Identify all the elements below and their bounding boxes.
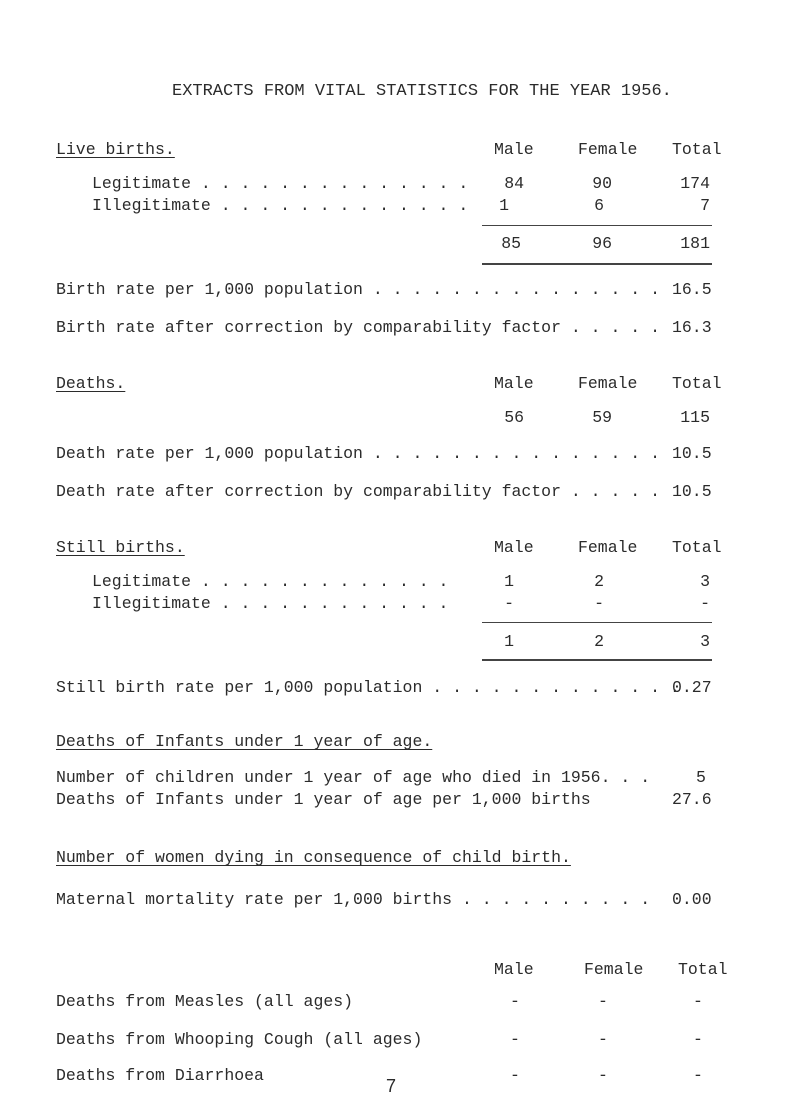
live-births-female-header: Female bbox=[578, 140, 638, 159]
still-births-total-female: 2 bbox=[594, 632, 604, 651]
live-births-total-female: 96 bbox=[592, 234, 612, 253]
infants-rate-label: Deaths of Infants under 1 year of age per 1,000 births bbox=[56, 790, 591, 809]
whooping-cough-female: - bbox=[598, 1030, 608, 1049]
live-births-illegitimate-female: 6 bbox=[594, 196, 604, 215]
still-births-illegitimate-label: Illegitimate . . . . . . . . . . . . bbox=[92, 594, 449, 613]
birth-rate-corrected-label: Birth rate after correction by comparability factor . . . . . bbox=[56, 318, 660, 337]
birth-rate-corrected-value: 16.3 bbox=[672, 318, 712, 337]
live-births-illegitimate-male: 1 bbox=[499, 196, 509, 215]
death-rate-corrected-label: Death rate after correction by comparability factor . . . . . bbox=[56, 482, 660, 501]
live-births-legitimate-total: 174 bbox=[680, 174, 710, 193]
maternal-rate-value: 0.00 bbox=[672, 890, 712, 909]
death-rate-corrected-value: 10.5 bbox=[672, 482, 712, 501]
still-births-legitimate-female: 2 bbox=[594, 572, 604, 591]
maternal-heading: Number of women dying in consequence of child birth. bbox=[56, 848, 571, 867]
infants-number-label: Number of children under 1 year of age who died in 1956. . . bbox=[56, 768, 651, 787]
live-births-total-total: 181 bbox=[680, 234, 710, 253]
live-births-legitimate-female: 90 bbox=[592, 174, 612, 193]
whooping-cough-total: - bbox=[693, 1030, 703, 1049]
still-births-illegitimate-male: - bbox=[504, 594, 514, 613]
infants-heading: Deaths of Infants under 1 year of age. bbox=[56, 732, 433, 751]
maternal-rate-label: Maternal mortality rate per 1,000 births . . . . . . . . . . bbox=[56, 890, 651, 909]
diarrhoea-label: Deaths from Diarrhoea bbox=[56, 1066, 264, 1085]
still-births-illegitimate-total: - bbox=[700, 594, 710, 613]
still-births-total-total: 3 bbox=[700, 632, 710, 651]
diarrhoea-female: - bbox=[598, 1066, 608, 1085]
live-births-legitimate-label: Legitimate . . . . . . . . . . . . . . bbox=[92, 174, 469, 193]
still-births-illegitimate-female: - bbox=[594, 594, 604, 613]
still-births-divider-bottom bbox=[482, 659, 712, 661]
deaths-total-header: Total bbox=[672, 374, 722, 393]
still-births-heading: Still births. bbox=[56, 538, 185, 557]
page-number: 7 bbox=[386, 1076, 397, 1096]
death-rate-label: Death rate per 1,000 population . . . . . . . . . . . . . . . bbox=[56, 444, 660, 463]
live-births-legitimate-male: 84 bbox=[504, 174, 524, 193]
measles-label: Deaths from Measles (all ages) bbox=[56, 992, 354, 1011]
still-birth-rate-label: Still birth rate per 1,000 population . . . . . . . . . . . . . bbox=[56, 678, 680, 697]
still-births-divider-top bbox=[482, 622, 712, 623]
still-birth-rate-value: 0.27 bbox=[672, 678, 712, 697]
live-births-divider-bottom bbox=[482, 263, 712, 265]
deaths-male: 56 bbox=[504, 408, 524, 427]
still-births-female-header: Female bbox=[578, 538, 638, 557]
still-births-legitimate-total: 3 bbox=[700, 572, 710, 591]
live-births-total-header: Total bbox=[672, 140, 722, 159]
measles-total: - bbox=[693, 992, 703, 1011]
deaths-heading: Deaths. bbox=[56, 374, 126, 393]
death-rate-value: 10.5 bbox=[672, 444, 712, 463]
diarrhoea-total: - bbox=[693, 1066, 703, 1085]
birth-rate-label: Birth rate per 1,000 population . . . . . . . . . . . . . . . bbox=[56, 280, 660, 299]
live-births-illegitimate-total: 7 bbox=[700, 196, 710, 215]
still-births-male-header: Male bbox=[494, 538, 534, 557]
birth-rate-value: 16.5 bbox=[672, 280, 712, 299]
still-births-legitimate-male: 1 bbox=[504, 572, 514, 591]
live-births-heading: Live births. bbox=[56, 140, 175, 159]
diseases-male-header: Male bbox=[494, 960, 534, 979]
still-births-legitimate-label: Legitimate . . . . . . . . . . . . . bbox=[92, 572, 449, 591]
infants-number-value: 5 bbox=[696, 768, 706, 787]
deaths-male-header: Male bbox=[494, 374, 534, 393]
live-births-divider-top bbox=[482, 225, 712, 226]
deaths-total: 115 bbox=[680, 408, 710, 427]
infants-rate-value: 27.6 bbox=[672, 790, 712, 809]
deaths-female-header: Female bbox=[578, 374, 638, 393]
whooping-cough-male: - bbox=[510, 1030, 520, 1049]
live-births-total-male: 85 bbox=[501, 234, 521, 253]
live-births-male-header: Male bbox=[494, 140, 534, 159]
still-births-total-male: 1 bbox=[504, 632, 514, 651]
diseases-total-header: Total bbox=[678, 960, 728, 979]
measles-female: - bbox=[598, 992, 608, 1011]
deaths-female: 59 bbox=[592, 408, 612, 427]
live-births-illegitimate-label: Illegitimate . . . . . . . . . . . . . bbox=[92, 196, 469, 215]
page-title: EXTRACTS FROM VITAL STATISTICS FOR THE YEAR 1956. bbox=[172, 82, 672, 101]
measles-male: - bbox=[510, 992, 520, 1011]
diarrhoea-male: - bbox=[510, 1066, 520, 1085]
still-births-total-header: Total bbox=[672, 538, 722, 557]
whooping-cough-label: Deaths from Whooping Cough (all ages) bbox=[56, 1030, 423, 1049]
diseases-female-header: Female bbox=[584, 960, 644, 979]
